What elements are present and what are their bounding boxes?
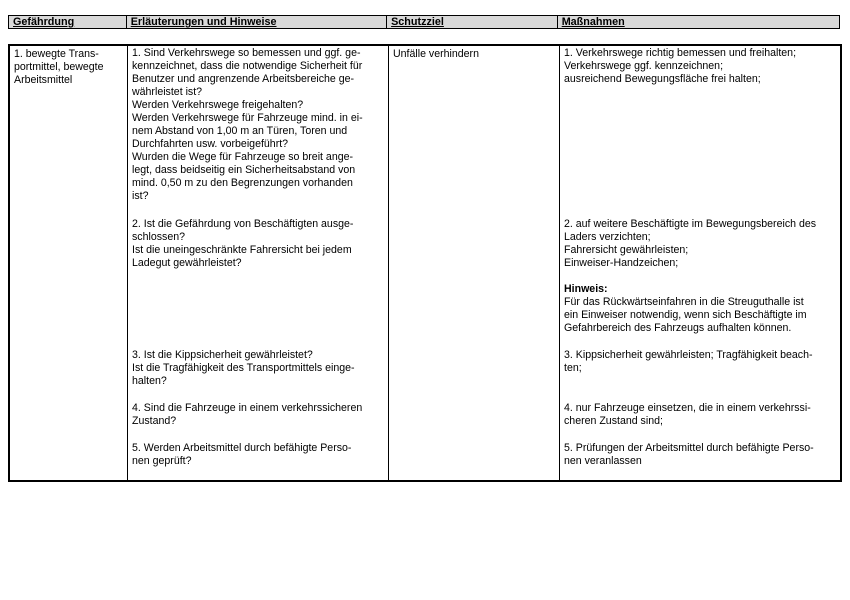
hazard-text: 1. bewegte Trans- portmittel, bewegte Arbeitsmittel: [14, 48, 104, 86]
explanation-5: 5. Werden Arbeitsmittel durch befähigte Perso- nen geprüft?: [132, 442, 352, 467]
explanation-4: 4. Sind die Fahrzeuge in einem verkehrssicheren Zustand?: [132, 402, 363, 427]
measures-column: [560, 46, 840, 480]
hazard-column: [10, 46, 128, 480]
measure-2: 2. auf weitere Beschäftigte im Bewegungsbereich des Laders verzichten; Fahrersicht gewährleisten; Einweiser-Handzeichen;: [564, 218, 817, 269]
hazard-table: [8, 44, 842, 482]
explanation-3: 3. Ist die Kippsicherheit gewährleistet? Ist die Tragfähigkeit des Transportmittels einge- halten?: [132, 349, 355, 387]
header-protection-goal: Schutzziel: [387, 16, 558, 28]
measure-5: 5. Prüfungen der Arbeitsmittel durch befähigte Perso- nen veranlassen: [564, 442, 814, 467]
header-hazard: Gefährdung: [9, 16, 127, 28]
note-title: Hinweis:: [564, 283, 608, 295]
protection-goal-text: Unfälle verhindern: [393, 48, 479, 60]
note-text: Für das Rückwärtseinfahren in die Streuguthalle ist ein Einweiser notwendig, wenn sich Beschäftigte im Gefahrbereich des Fahrzeugs aufhalten können.: [564, 296, 807, 334]
explanation-1: 1. Sind Verkehrswege so bemessen und ggf. ge- kennzeichnet, dass die notwendige Sicherheit für Benutzer und angrenzende Arbeitsbereiche ge- währleistet ist? Werden Verkehrswege freigehalten? Werden Verkehrswege für Fahrzeuge mind. in ei- nem Abstand von 1,00 m an Türen, Toren und Durchfahrten usw. vorbeigeführt? Wurden die Wege für Fahrzeuge so breit ange- legt, dass beidseitig ein Sicherheitsabstand von mind. 0,50 m zu den Begrenzungen vorhanden ist?: [132, 47, 363, 202]
header-explanations: Erläuterungen und Hinweise: [127, 16, 387, 28]
measure-4: 4. nur Fahrzeuge einsetzen, die in einem verkehrssi- cheren Zustand sind;: [564, 402, 811, 427]
explanations-column: [128, 46, 389, 480]
protection-goal-column: [389, 46, 560, 480]
explanation-2: 2. Ist die Gefährdung von Beschäftigten ausge- schlossen? Ist die uneingeschränkte Fahrersicht bei jedem Ladegut gewährleistet?: [132, 218, 354, 269]
header-measures: Maßnahmen: [561, 16, 625, 28]
measure-3: 3. Kippsicherheit gewährleisten; Tragfähigkeit beach- ten;: [564, 349, 813, 374]
measure-1: 1. Verkehrswege richtig bemessen und freihalten; Verkehrswege ggf. kennzeichnen; ausreichend Bewegungsfläche frei halten;: [564, 47, 797, 85]
table-header: [8, 15, 840, 29]
